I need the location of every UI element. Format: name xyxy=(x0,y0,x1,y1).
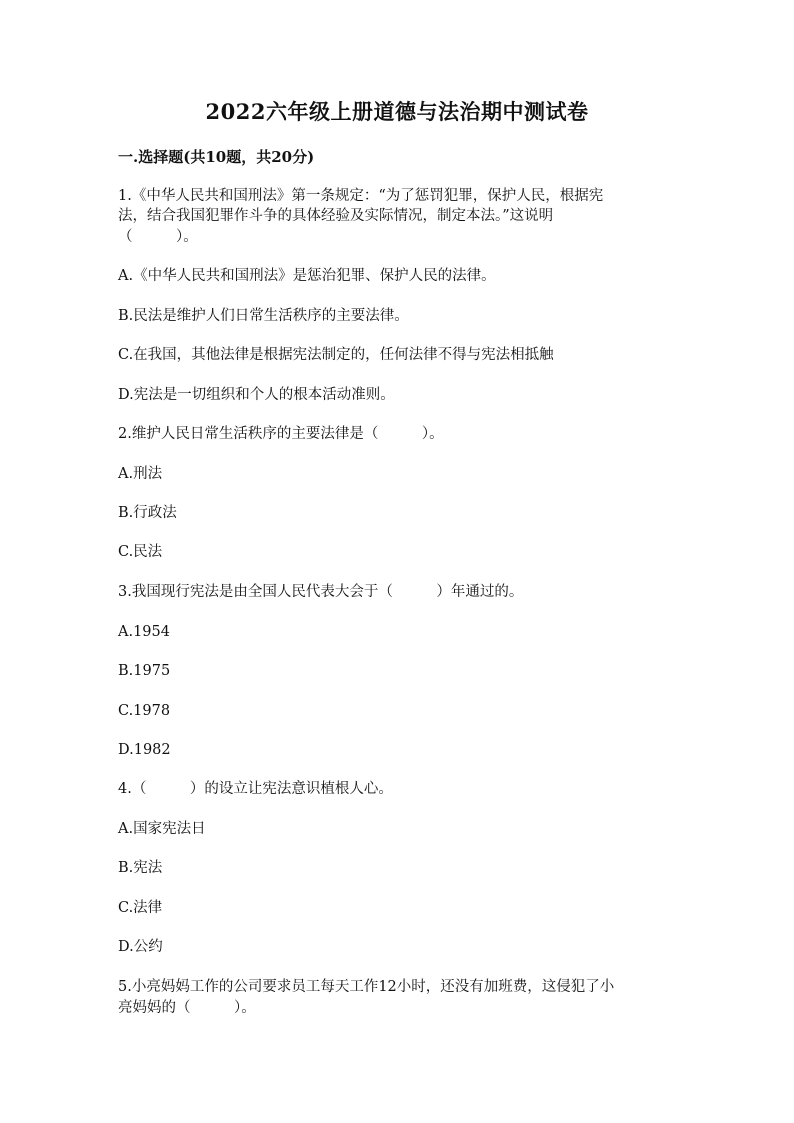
section-heading: 一.选择题(共10题，共20分) xyxy=(118,148,315,166)
question-2-stem: 2.维护人民日常生活秩序的主要法律是（ ）。 xyxy=(118,426,444,442)
question-1-line-2: 法，结合我国犯罪作斗争的具体经验及实际情况，制定本法。”这说明 xyxy=(118,208,554,224)
question-4-stem: 4.（ ）的设立让宪法意识植根人心。 xyxy=(118,781,393,797)
question-1-option-b: B.民法是维护人们日常生活秩序的主要法律。 xyxy=(118,308,409,324)
question-2-option-b: B.行政法 xyxy=(118,505,177,521)
question-4-option-b: B.宪法 xyxy=(118,860,163,876)
question-3-option-c: C.1978 xyxy=(118,703,171,719)
question-5-line-2: 亮妈妈的（ ）。 xyxy=(118,1000,256,1016)
question-5-line-1: 5.小亮妈妈工作的公司要求员工每天工作12小时，还没有加班费，这侵犯了小 xyxy=(118,979,615,995)
question-2-option-c: C.民法 xyxy=(118,544,163,560)
question-1-line-1: 1.《中华人民共和国刑法》第一条规定：“为了惩罚犯罪，保护人民，根据宪 xyxy=(118,188,604,204)
question-1-option-d: D.宪法是一切组织和个人的根本活动准则。 xyxy=(118,387,395,403)
question-3-option-a: A.1954 xyxy=(118,624,170,640)
question-1-option-a: A.《中华人民共和国刑法》是惩治犯罪、保护人民的法律。 xyxy=(118,268,496,284)
question-3-option-d: D.1982 xyxy=(118,742,171,758)
question-1-line-3: （ ）。 xyxy=(118,229,198,245)
page-title: 2022六年级上册道德与法治期中测试卷 xyxy=(205,99,589,124)
question-3-option-b: B.1975 xyxy=(118,663,171,679)
question-1-option-c: C.在我国，其他法律是根据宪法制定的，任何法律不得与宪法相抵触 xyxy=(118,347,554,363)
question-4-option-c: C.法律 xyxy=(118,900,163,916)
question-4-option-a: A.国家宪法日 xyxy=(118,821,206,837)
question-4-option-d: D.公约 xyxy=(118,939,163,955)
question-3-stem: 3.我国现行宪法是由全国人民代表大会于（ ）年通过的。 xyxy=(118,584,524,600)
question-2-option-a: A.刑法 xyxy=(118,466,163,482)
